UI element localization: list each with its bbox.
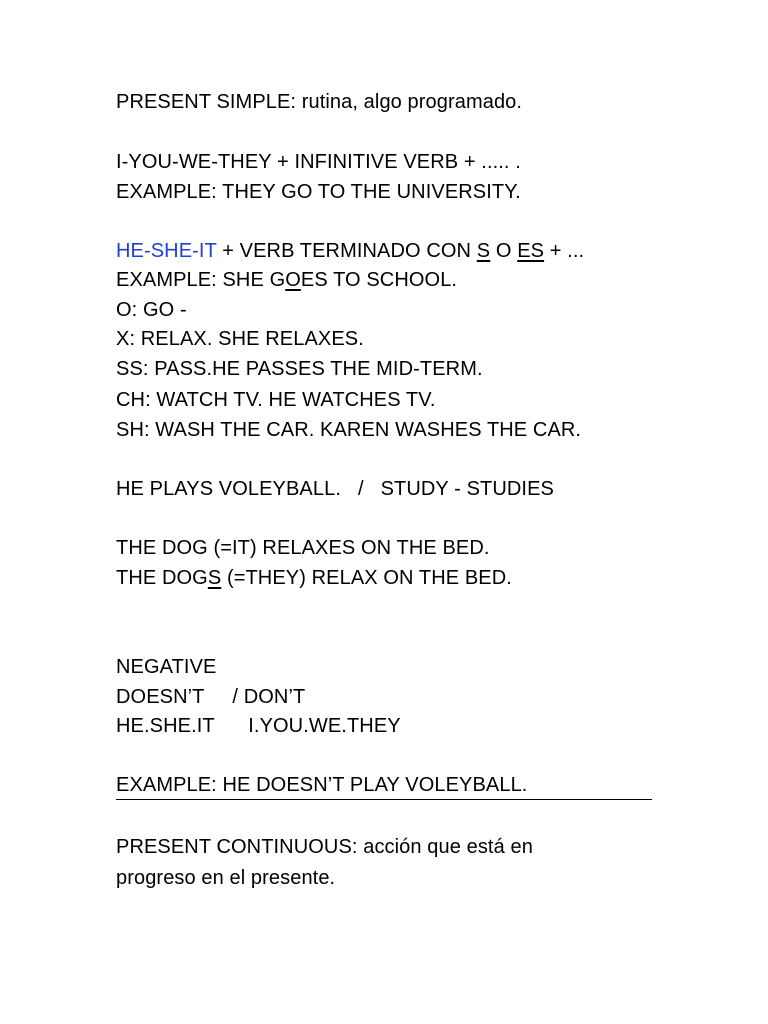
dogs-line <box>116 566 512 590</box>
plays-study-line: HE PLAYS VOLEYBALL. / STUDY - STUDIES <box>116 478 554 500</box>
present-simple-title: PRESENT SIMPLE: rutina, algo programado. <box>116 91 523 113</box>
ending-s: S <box>476 240 491 262</box>
plural-rule: I-YOU-WE-THEY + INFINITIVE VERB + ..... . <box>116 151 521 173</box>
horizontal-rule <box>116 799 652 800</box>
ending-x-line: X: RELAX. SHE RELAXES. <box>116 328 364 350</box>
dog-line: THE DOG (=IT) RELAXES ON THE BED. <box>116 537 490 559</box>
singular-example-after: ES TO SCHOOL. <box>300 269 458 291</box>
singular-rule-text-a: + VERB TERMINADO CON <box>216 240 477 262</box>
negative-subjects: HE.SHE.IT I.YOU.WE.THEY <box>116 715 401 737</box>
ending-sh-line: SH: WASH THE CAR. KAREN WASHES THE CAR. <box>116 419 582 441</box>
ending-es: ES <box>517 240 545 262</box>
singular-subjects: HE-SHE-IT <box>116 240 217 262</box>
negative-forms: DOESN’T / DON’T <box>116 686 306 708</box>
present-continuous-line2: progreso en el presente. <box>116 867 336 889</box>
negative-example: EXAMPLE: HE DOESN’T PLAY VOLEYBALL. <box>116 774 528 796</box>
ending-o-line: O: GO - <box>116 299 187 321</box>
singular-rule <box>116 239 584 263</box>
negative-heading: NEGATIVE <box>116 656 217 678</box>
ending-ch-line: CH: WATCH TV. HE WATCHES TV. <box>116 389 436 411</box>
ending-ss-line: SS: PASS.HE PASSES THE MID-TERM. <box>116 358 483 380</box>
plural-example: EXAMPLE: THEY GO TO THE UNIVERSITY. <box>116 181 521 203</box>
dogs-line-underlined: S <box>207 567 222 589</box>
singular-rule-text-b: O <box>490 240 518 262</box>
singular-example-before: EXAMPLE: SHE G <box>116 269 286 291</box>
present-continuous-line1: PRESENT CONTINUOUS: acción que está en <box>116 836 533 858</box>
dogs-line-after: (=THEY) RELAX ON THE BED. <box>221 567 512 589</box>
singular-example-underlined: O <box>285 269 301 291</box>
dogs-line-before: THE DOG <box>116 567 208 589</box>
singular-example <box>116 268 457 292</box>
singular-rule-text-c: + ... <box>544 240 585 262</box>
